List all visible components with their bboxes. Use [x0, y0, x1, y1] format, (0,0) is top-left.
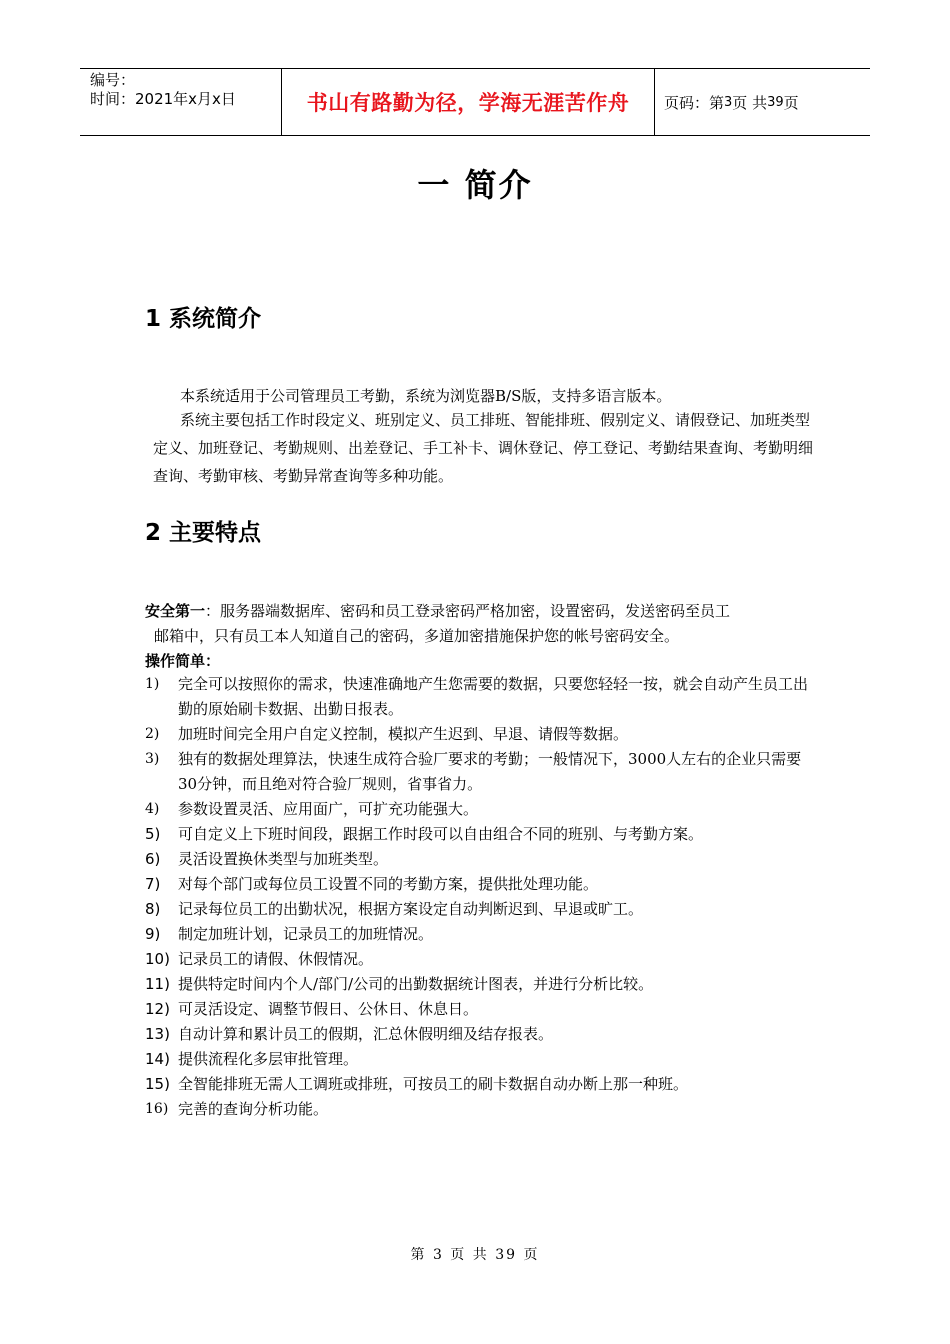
- list-item-text: 制定加班计划，记录员工的加班情况。: [178, 925, 434, 943]
- list-item-text: 灵活设置换休类型与加班类型。: [178, 850, 389, 868]
- ops-label: 操作简单: [145, 652, 206, 670]
- list-item-text: 对每个部门或每位员工设置不同的考勤方案，提供批处理功能。: [178, 875, 599, 893]
- list-item-number: 15): [145, 1075, 170, 1093]
- list-item-number: 13): [145, 1025, 170, 1043]
- page-footer: 第 3 页 共 39 页: [410, 1247, 540, 1263]
- list-item: [145, 847, 815, 872]
- page-label: 页码：第: [664, 93, 725, 112]
- list-item-text: 加班时间完全用户自定义控制，模拟产生迟到、早退、请假等数据。: [178, 725, 629, 743]
- list-item-number: 4): [145, 801, 160, 817]
- list-item-text: 可灵活设定、调整节假日、公休日、休息日。: [178, 1000, 479, 1018]
- list-item-number: 12): [145, 1000, 170, 1018]
- intro-paragraph-2: 系统主要包括工作时段定义、班别定义、员工排班、智能排班、假别定义、请假登记、加班类型定义、加班登记、考勤规则、出差登记、手工补卡、调休登记、停工登记、考勤结果查询、考勤明细查询、考勤审核、考勤异常查询等多种功能。: [153, 411, 814, 485]
- list-item-text: 参数设置灵活、应用面广，可扩充功能强大。: [178, 800, 479, 818]
- list-item-number: 1): [145, 676, 160, 692]
- page-mid: 页 共: [732, 93, 768, 112]
- list-item: [145, 822, 815, 847]
- page-end: 页: [783, 93, 799, 112]
- list-item-number: 7): [145, 875, 161, 893]
- list-item-number: 14): [145, 1050, 170, 1068]
- list-item: [145, 1047, 815, 1072]
- list-item-number: 10): [145, 950, 170, 968]
- list-item-number: 16): [145, 1101, 169, 1117]
- section-title-features: 2 主要特点: [145, 520, 262, 546]
- list-item: [145, 922, 815, 947]
- list-item: [145, 797, 815, 822]
- list-item-number: 11): [145, 975, 170, 993]
- list-item: [145, 947, 815, 972]
- feature-list: [145, 672, 815, 1122]
- intro-paragraph-1: 本系统适用于公司管理员工考勤，系统为浏览器B/S版，支持多语言版本。: [180, 387, 672, 405]
- list-item-text: 完全可以按照你的需求，快速准确地产生您需要的数据，只要您轻轻一按，就会自动产生员工出勤的原始刷卡数据、出勤日报表。: [178, 675, 809, 718]
- list-item: [145, 997, 815, 1022]
- number-label: 编号：: [90, 71, 136, 89]
- section-title-system-intro: 1 系统简介: [145, 306, 262, 332]
- list-item-number: 5): [145, 825, 161, 843]
- list-item-number: 2): [145, 726, 160, 742]
- header-motto: 书山有路勤为径，学海无涯苦作舟: [282, 69, 655, 135]
- list-item-text: 可自定义上下班时间段，跟据工作时段可以自由组合不同的班别、与考勤方案。: [178, 825, 704, 843]
- list-item: [145, 1072, 815, 1097]
- list-item-text: 提供流程化多层审批管理。: [178, 1050, 359, 1068]
- list-item-number: 3): [145, 751, 160, 767]
- list-item: [145, 972, 815, 997]
- time-label: 时间：2021年x月x日: [90, 90, 236, 108]
- list-item: [145, 872, 815, 897]
- list-item-text: 全智能排班无需人工调班或排班，可按员工的刷卡数据自动办断上那一种班。: [178, 1075, 689, 1093]
- ops-colon: ：: [205, 652, 221, 670]
- chapter-title: 一 简介: [417, 166, 533, 204]
- list-item-text: 完善的查询分析功能。: [178, 1100, 329, 1118]
- security-paragraph-cont: 邮箱中，只有员工本人知道自己的密码，多道加密措施保护您的帐号密码安全。: [154, 627, 680, 645]
- header-page-number: [655, 69, 870, 135]
- list-item: [145, 672, 815, 722]
- security-text-1: ：服务器端数据库、密码和员工登录密码严格加密，设置密码，发送密码至员工: [205, 602, 731, 620]
- list-item-number: 6): [145, 850, 161, 868]
- list-item-number: 9): [145, 925, 161, 943]
- list-item-text: 自动计算和累计员工的假期，汇总休假明细及结存报表。: [178, 1025, 554, 1043]
- ops-heading: [145, 648, 815, 674]
- list-item-text: 提供特定时间内个人/部门/公司的出勤数据统计图表，并进行分析比较。: [178, 975, 654, 993]
- list-item-text: 记录每位员工的出勤状况，根据方案设定自动判断迟到、早退或旷工。: [178, 900, 644, 918]
- security-label: 安全第一: [145, 602, 206, 620]
- page-header: [80, 68, 870, 136]
- list-item: [145, 747, 815, 797]
- list-item: [145, 1022, 815, 1047]
- header-meta: [80, 69, 282, 135]
- list-item: [145, 722, 815, 747]
- list-item: [145, 897, 815, 922]
- list-item: [145, 1097, 815, 1122]
- list-item-text: 记录员工的请假、休假情况。: [178, 950, 374, 968]
- list-item-number: 8): [145, 900, 161, 918]
- page-total: 39: [767, 94, 784, 110]
- list-item-text: 独有的数据处理算法，快速生成符合验厂要求的考勤；一般情况下，3000人左右的企业只需要30分钟，而且绝对符合验厂规则，省事省力。: [178, 750, 802, 793]
- security-paragraph: [145, 598, 815, 624]
- page-current: 3: [724, 94, 733, 110]
